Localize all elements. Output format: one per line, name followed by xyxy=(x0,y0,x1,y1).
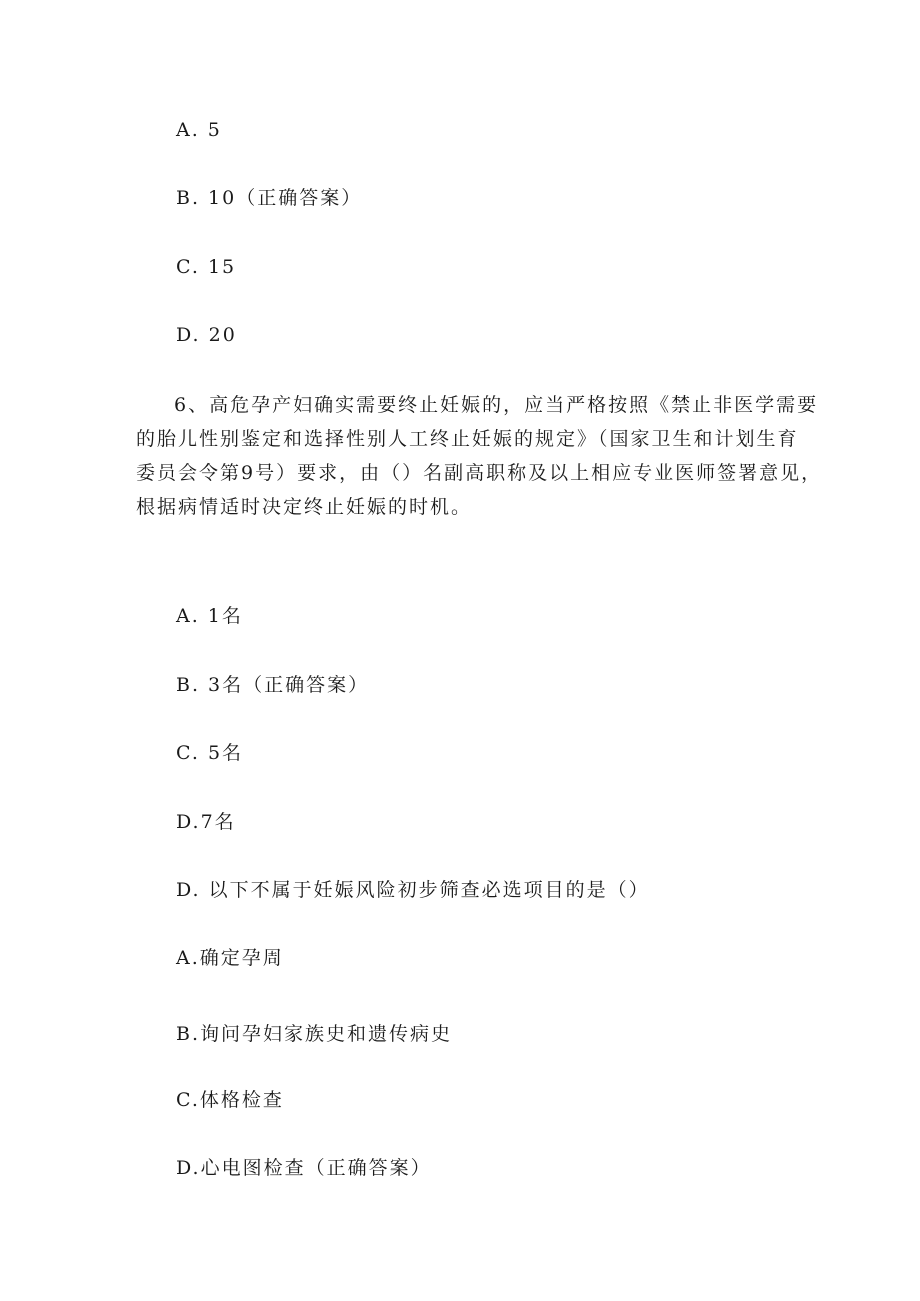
q6-stem-line: 6、高危孕产妇确实需要终止妊娠的，应当严格按照《禁止非医学需要 xyxy=(174,394,819,416)
q5-option-a: A. 5 xyxy=(176,119,222,141)
q6-stem-line: 的胎儿性别鉴定和选择性别人工终止妊娠的规定》（国家卫生和计划生育 xyxy=(136,428,799,450)
q6-question-stem xyxy=(136,388,823,524)
q5-option-c: C. 15 xyxy=(176,256,237,278)
q6-option-c: C. 5名 xyxy=(176,742,244,764)
q6-stem-line: 委员会令第9号）要求，由（）名副高职称及以上相应专业医师签署意见， xyxy=(136,462,823,484)
q5-option-b: B. 10（正确答案） xyxy=(176,187,363,209)
q7-option-b: B.询问孕妇家族史和遗传病史 xyxy=(176,1023,453,1045)
q6-option-b: B. 3名（正确答案） xyxy=(176,674,370,696)
q7-option-a: A.确定孕周 xyxy=(176,947,284,969)
q7-option-c: C.体格检查 xyxy=(176,1089,284,1111)
q6-option-a: A. 1名 xyxy=(176,605,243,627)
q7-option-d: D.心电图检查（正确答案） xyxy=(176,1157,432,1179)
q6-stem-line: 根据病情适时决定终止妊娠的时机。 xyxy=(136,496,473,518)
q7-question-stem: D. 以下不属于妊娠风险初步筛查必选项目的是（） xyxy=(176,879,650,901)
q5-option-d: D. 20 xyxy=(176,324,237,346)
q6-option-d: D.7名 xyxy=(176,811,236,833)
